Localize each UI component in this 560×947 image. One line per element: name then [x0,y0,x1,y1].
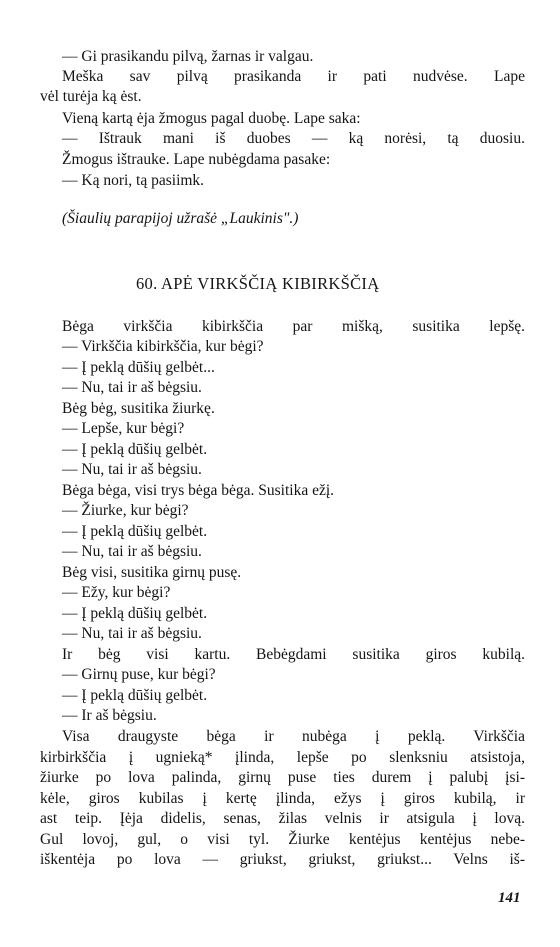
text-line: — Į peklą dūšių gelbėt. [62,441,208,458]
text-line: kirbirkščia į ugnieką* įlinda, lepše po slenksniu atsistoja, [40,749,525,766]
text-line: — Lepše, kur bėgi? [62,420,185,437]
text-line: Vieną kartą ėja žmogus pagal duobę. Lape saka: [62,110,361,127]
text-line: kėle, giros kubilas į kertę įlinda, ežys į giros kubilą, ir [40,790,525,807]
text-line: žiurke po lova palinda, girnų puse ties durem į palubį įsi- [40,769,525,786]
text-line: — Į peklą dūšių gelbėt. [62,605,208,622]
text-line: Bėg visi, susitika girnų pusę. [62,564,242,581]
text-line: Žmogus ištrauke. Lape nubėgdama pasake: [62,151,331,168]
text-line: — Nu, tai ir aš bėgsiu. [62,543,202,560]
text-line: — Ežy, kur bėgi? [62,584,171,601]
text-line: iškentėja po lova — griukst, griukst, griukst... Velns iš- [40,851,525,868]
text-line: — Žiurke, kur bėgi? [62,502,189,519]
source-note: (Šiaulių parapijoj užrašė „Laukinis".) [62,210,299,227]
text-line: — Į peklą dūšių gelbėt. [62,687,208,704]
text-line: Gul lovoj, gul, o visi tyl. Žiurke kentėjus kentėjus nebe- [40,831,525,848]
text-line: Visa draugyste bėga ir nubėga į peklą. Virkščia [62,728,525,745]
text-line: Meška sav pilvą prasikanda ir pati nudvėse. Lape [62,68,525,85]
tale-heading: 60. APĖ VIRKŠČIĄ KIBIRKŠČIĄ [136,274,380,293]
text-line: ast teip. Įėja didelis, senas, žilas velnis ir atsigula į lovą. [40,810,525,827]
text-line: — Į peklą dūšių gelbėt... [62,359,215,376]
text-line: — Nu, tai ir aš bėgsiu. [62,379,202,396]
text-line: Ir bėg visi kartu. Bebėgdami susitika giros kubilą. [62,646,525,663]
page-number: 141 [498,890,521,906]
text-line: — Į peklą dūšių gelbėt. [62,523,208,540]
text-line: — Nu, tai ir aš bėgsiu. [62,461,202,478]
text-line: Bėga bėga, visi trys bėga bėga. Susitika ežį. [62,482,335,499]
text-line: Bėga virkščia kibirkščia par mišką, susitika lepšę. [62,318,525,335]
text-line: — Ir aš bėgsiu. [62,707,157,724]
text-line: vėl turėja ką ėst. [40,88,142,105]
text-line: — Virkščia kibirkščia, kur bėgi? [62,338,264,355]
text-line: — Ištrauk mani iš duobes — ką norėsi, tą duosiu. [62,130,525,147]
text-line: — Girnų puse, kur bėgi? [62,666,216,683]
text-line: Bėg bėg, susitika žiurkę. [62,400,215,417]
text-line: — Nu, tai ir aš bėgsiu. [62,625,202,642]
text-line: — Gi prasikandu pilvą, žarnas ir valgau. [62,48,314,65]
text-line: — Ką nori, tą pasiimk. [62,172,205,189]
